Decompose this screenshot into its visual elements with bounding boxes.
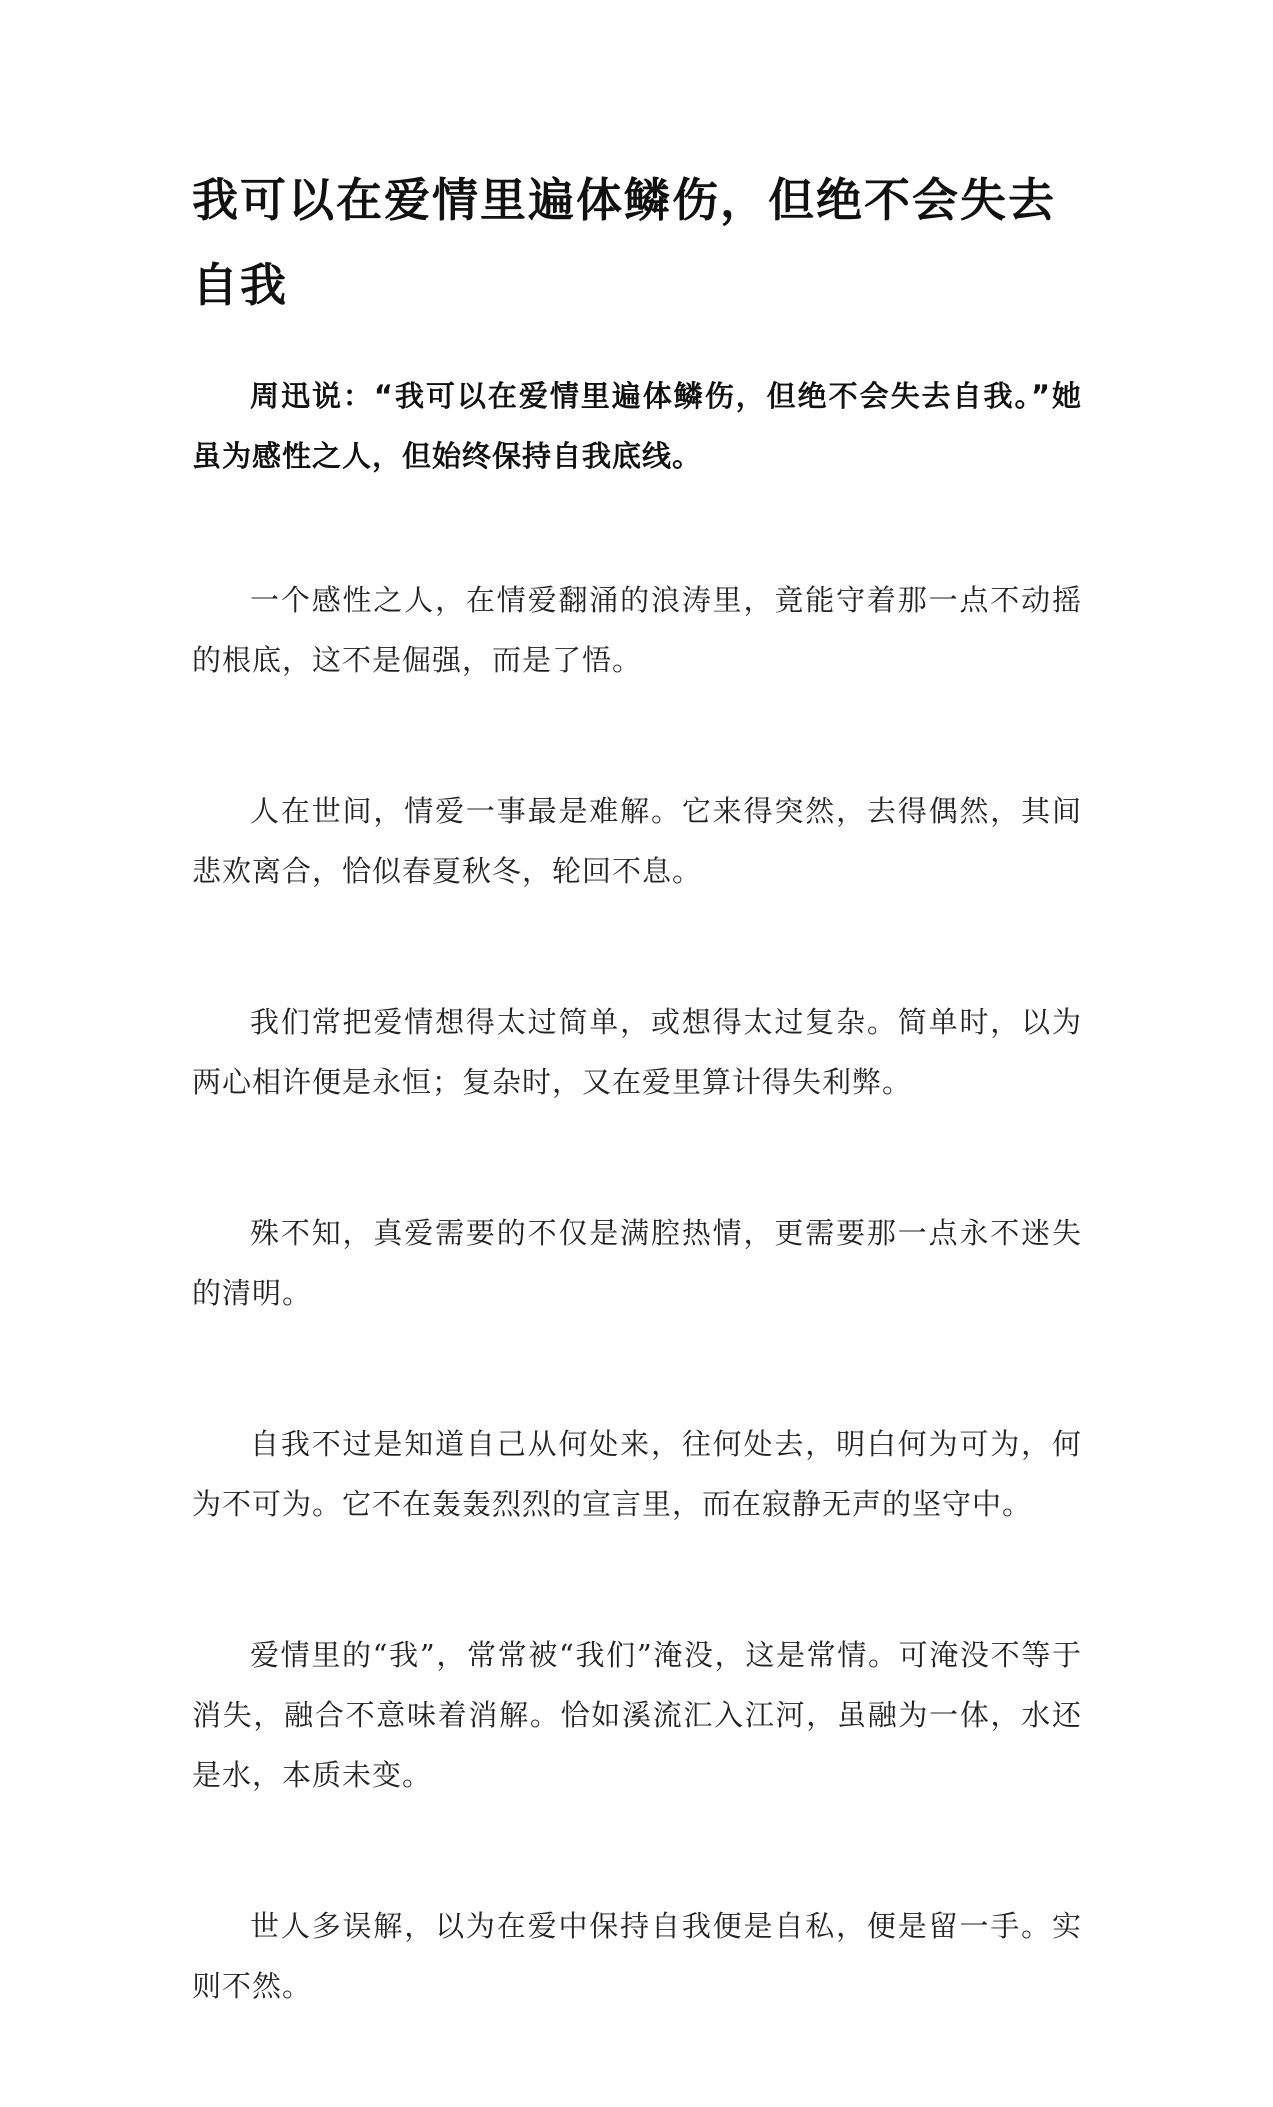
paragraph: 我们常把爱情想得太过简单，或想得太过复杂。简单时，以为两心相许便是永恒；复杂时，又在爱里算计得失利弊。 [192, 1005, 1082, 1099]
lead-paragraph: 周迅说：“我可以在爱情里遍体鳞伤，但绝不会失去自我。”她虽为感性之人，但始终保持自我底线。 [192, 379, 1082, 473]
paragraph: 自我不过是知道自己从何处来，往何处去，明白何为可为，何为不可为。它不在轰轰烈烈的宣言里，而在寂静无声的坚守中。 [192, 1427, 1082, 1521]
article-body [192, 158, 1082, 2107]
paragraph: 世人多误解，以为在爱中保持自我便是自私，便是留一手。实则不然。 [192, 1909, 1082, 2003]
article-title: 我可以在爱情里遍体鳞伤，但绝不会失去自我 [192, 173, 1056, 312]
paragraph: 爱情里的“我”，常常被“我们”淹没，这是常情。可淹没不等于消失，融合不意味着消解。恰如溪流汇入江河，虽融为一体，水还是水，本质未变。 [192, 1638, 1082, 1792]
paragraph: 人在世间，情爱一事最是难解。它来得突然，去得偶然，其间悲欢离合，恰似春夏秋冬，轮回不息。 [192, 794, 1082, 888]
paragraph: 殊不知，真爱需要的不仅是满腔热情，更需要那一点永不迷失的清明。 [192, 1216, 1082, 1310]
paragraph: 一个感性之人，在情爱翻涌的浪涛里，竟能守着那一点不动摇的根底，这不是倔强，而是了悟。 [192, 583, 1082, 677]
